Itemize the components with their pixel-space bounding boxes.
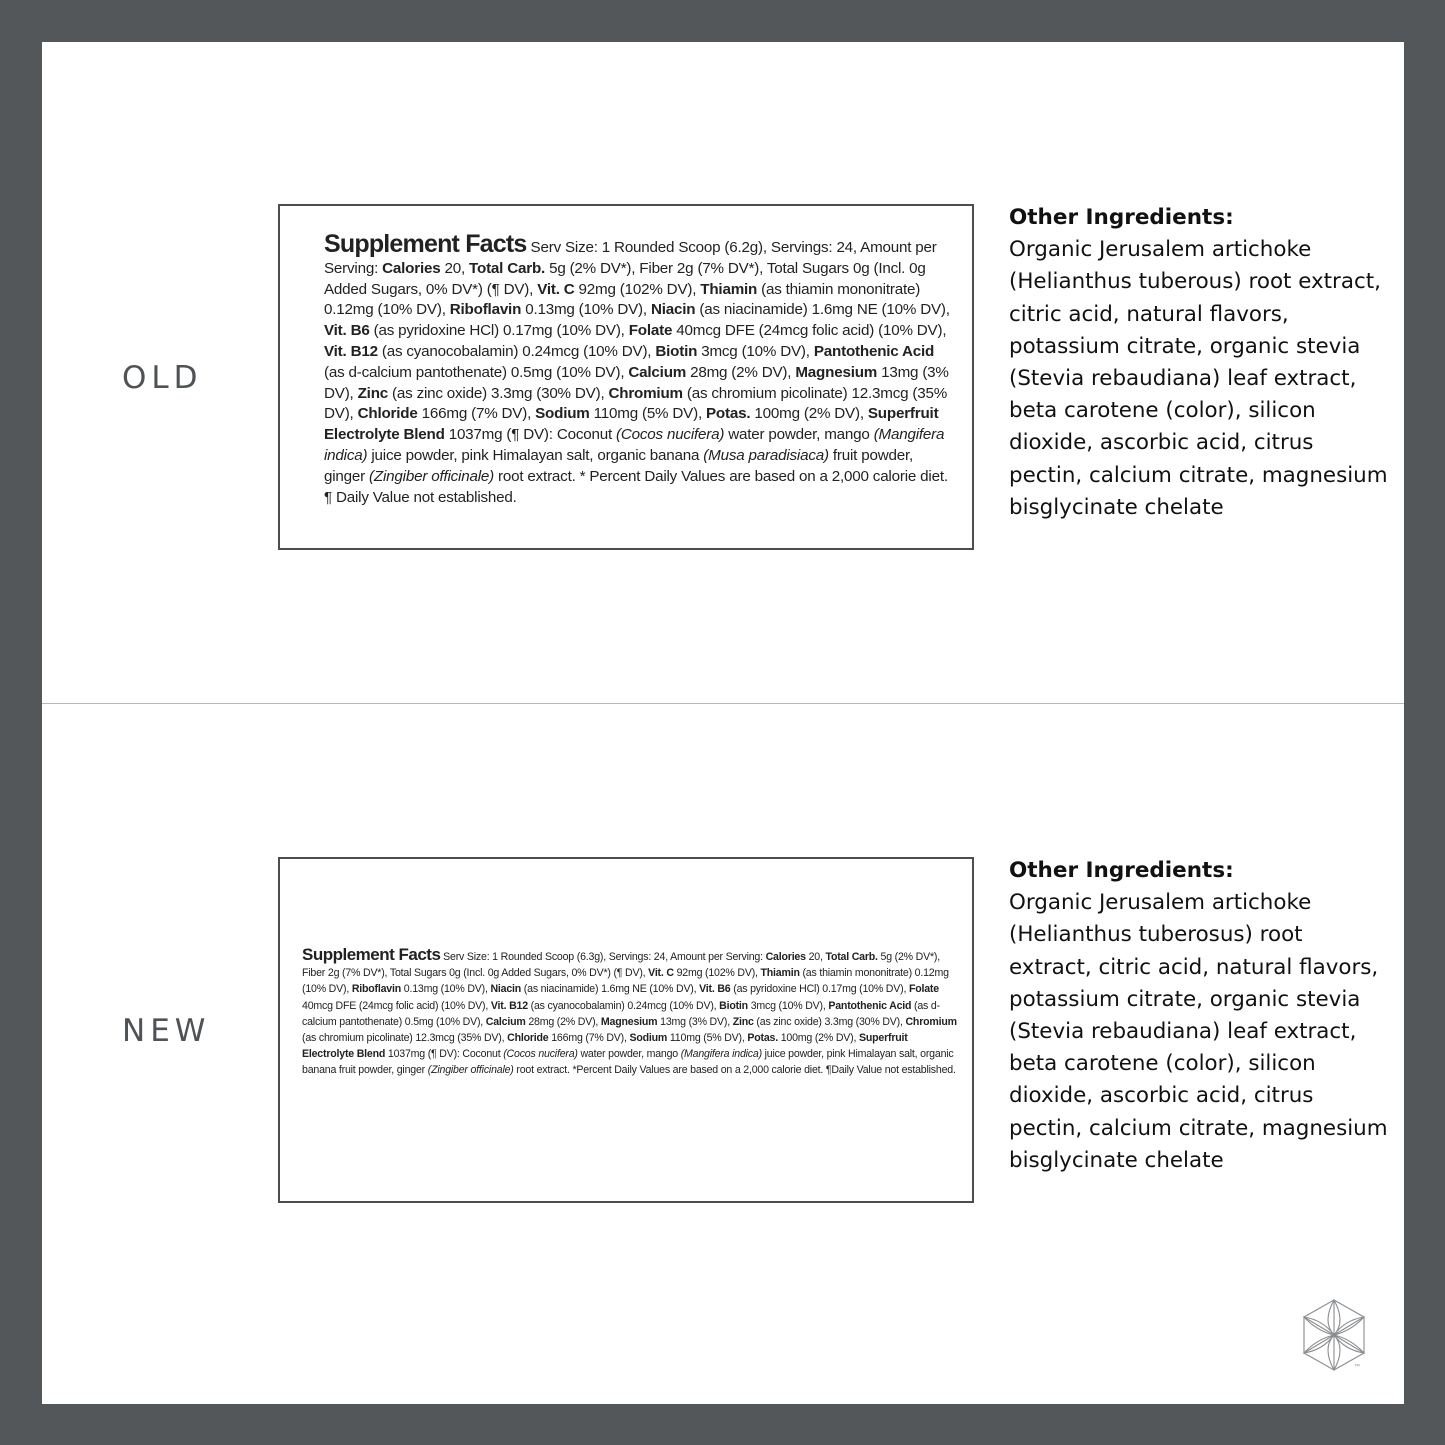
nutrient-name: Zinc: [732, 1015, 754, 1028]
old-supplement-facts-box: [278, 204, 974, 550]
facts-segment: 3mcg (10% DV),: [747, 999, 829, 1012]
facts-segment: 110mg (5% DV),: [589, 405, 706, 423]
botanical-name: (Cocos nucifera): [616, 426, 725, 444]
nutrient-name: Vit. C: [537, 280, 575, 298]
facts-segment: 92mg (102% DV),: [574, 280, 701, 298]
facts-segment: 28mg (2% DV),: [525, 1015, 601, 1028]
nutrient-name: Zinc: [357, 384, 389, 402]
nutrient-name: Sodium: [535, 405, 590, 423]
facts-segment: (as d-calcium pantothenate) 0.5mg (10% DV),: [302, 999, 940, 1028]
new-facts-title: Supplement Facts: [302, 945, 441, 964]
old-label: OLD: [122, 360, 203, 396]
facts-segment: Serv Size: 1 Rounded Scoop (6.3g), Servings: 24, Amount per Serving:: [440, 951, 766, 963]
facts-segment: 110mg (5% DV),: [667, 1032, 748, 1045]
facts-segment: 1037mg (¶ DV): Coconut: [385, 1048, 504, 1061]
facts-segment: (as cyanocobalamin) 0.24mcg (10% DV),: [377, 342, 656, 360]
nutrient-name: Total Carb.: [469, 259, 546, 277]
facts-segment: 28mg (2% DV),: [686, 363, 796, 381]
old-supplement-facts-text: [324, 230, 954, 508]
new-other-ingredients: [1009, 855, 1389, 1177]
facts-segment: juice powder, pink Himalayan salt, organic banana fruit powder, ginger: [302, 1048, 954, 1077]
new-facts-body: [302, 951, 957, 1076]
facts-segment: root extract. *Percent Daily Values are based on a 2,000 calorie diet. ¶Daily Value not established.: [513, 1064, 956, 1077]
new-supplement-facts-box: [278, 857, 974, 1203]
facts-segment: 40mcg DFE (24mcg folic acid) (10% DV),: [302, 999, 491, 1012]
nutrient-name: Thiamin: [700, 280, 758, 298]
facts-segment: (as zinc oxide) 3.3mg (30% DV),: [753, 1015, 906, 1028]
facts-segment: root extract. * Percent Daily Values are based on a 2,000 calorie diet. ¶ Daily Value not established.: [324, 467, 948, 506]
nutrient-name: Calcium: [628, 363, 687, 381]
nutrient-name: Biotin: [719, 999, 748, 1012]
botanical-name: (Mangifera indica): [324, 426, 945, 464]
nutrient-name: Magnesium: [795, 363, 878, 381]
facts-segment: (as niacinamide) 1.6mg NE (10% DV),: [695, 301, 950, 319]
nutrient-name: Calories: [382, 259, 441, 277]
botanical-name: (Cocos nucifera): [503, 1048, 578, 1061]
nutrient-name: Thiamin: [760, 967, 800, 980]
facts-segment: (as chromium picolinate) 12.3mcg (35% DV),: [324, 384, 948, 423]
new-ingredients-text: Organic Jerusalem artichoke (Helianthus tuberosus) root extract, citric acid, natural flavors, potassium citrate, organic stevia (Stevia rebaudiana) leaf extract, beta carotene (color), silicon dioxide, ascorbic acid, citrus pectin, calcium citrate, magnesium bisglycinate chelate: [1009, 890, 1388, 1173]
facts-segment: 0.13mg (10% DV),: [401, 983, 491, 996]
nutrient-name: Superfruit Electrolyte Blend: [302, 1032, 908, 1061]
nutrient-name: Vit. B6: [324, 322, 370, 340]
old-ingredients-heading: Other Ingredients:: [1009, 205, 1234, 230]
botanical-name: (Zingiber officinale): [369, 467, 494, 485]
facts-segment: 13mg (3% DV),: [657, 1015, 733, 1028]
facts-segment: (as pyridoxine HCl) 0.17mg (10% DV),: [730, 983, 909, 996]
facts-segment: 100mg (2% DV),: [750, 405, 868, 423]
facts-segment: (as thiamin mononitrate) 0.12mg (10% DV),: [324, 280, 921, 319]
old-other-ingredients: [1009, 202, 1389, 524]
facts-segment: (as cyanocobalamin) 0.24mcg (10% DV),: [527, 999, 720, 1012]
facts-segment: (as chromium picolinate) 12.3mcg (35% DV),: [302, 1032, 508, 1045]
nutrient-name: Sodium: [629, 1032, 668, 1045]
old-facts-title: Supplement Facts: [324, 230, 527, 258]
facts-segment: 20,: [805, 951, 826, 963]
nutrient-name: Riboflavin: [351, 983, 402, 996]
nutrient-name: Magnesium: [600, 1015, 658, 1028]
facts-segment: 3mcg (10% DV),: [697, 342, 814, 360]
facts-segment: (as d-calcium pantothenate) 0.5mg (10% DV),: [324, 363, 629, 381]
nutrient-name: Chromium: [608, 384, 683, 402]
nutrient-name: Niacin: [650, 301, 696, 319]
facts-segment: (as zinc oxide) 3.3mg (30% DV),: [388, 384, 609, 402]
nutrient-name: Riboflavin: [449, 301, 522, 319]
facts-segment: (as thiamin mononitrate) 0.12mg (10% DV),: [302, 967, 949, 996]
botanical-name: (Mangifera indica): [680, 1048, 762, 1061]
nutrient-name: Vit. B12: [324, 342, 378, 360]
nutrient-name: Chromium: [905, 1015, 957, 1028]
facts-segment: 1037mg (¶ DV): Coconut: [444, 426, 617, 444]
facts-segment: Serv Size: 1 Rounded Scoop (6.2g), Servings: 24, Amount per Serving:: [324, 239, 937, 277]
nutrient-name: Superfruit Electrolyte Blend: [324, 405, 939, 444]
nutrient-name: Vit. B12: [490, 999, 528, 1012]
old-ingredients-text: Organic Jerusalem artichoke (Helianthus tuberous) root extract, citric acid, natural flavors, potassium citrate, organic stevia (Stevia rebaudiana) leaf extract, beta carotene (color), silicon dioxide, ascorbic acid, citrus pectin, calcium citrate, magnesium bisglycinate chelate: [1009, 237, 1388, 520]
facts-segment: (as niacinamide) 1.6mg NE (10% DV),: [521, 983, 700, 996]
facts-segment: water powder, mango: [577, 1048, 681, 1061]
new-supplement-facts-text: [302, 947, 962, 1079]
comparison-card: [42, 42, 1404, 1404]
facts-segment: 0.13mg (10% DV),: [521, 301, 651, 319]
facts-segment: juice powder, pink Himalayan salt, organic banana: [367, 446, 704, 464]
nutrient-name: Chloride: [507, 1032, 549, 1045]
nutrient-name: Chloride: [357, 405, 418, 423]
facts-segment: (as pyridoxine HCl) 0.17mg (10% DV),: [369, 322, 629, 340]
nutrient-name: Calcium: [485, 1015, 526, 1028]
facts-segment: 166mg (7% DV),: [548, 1032, 630, 1045]
nutrient-name: Niacin: [490, 983, 522, 996]
nutrient-name: Total Carb.: [825, 951, 878, 963]
botanical-name: (Musa paradisiaca): [703, 446, 829, 464]
facts-segment: 166mg (7% DV),: [417, 405, 536, 423]
new-ingredients-heading: Other Ingredients:: [1009, 858, 1234, 883]
facts-segment: 100mg (2% DV),: [777, 1032, 859, 1045]
facts-segment: 20,: [440, 259, 470, 277]
nutrient-name: Potas.: [705, 405, 751, 423]
facts-segment: fruit powder, ginger: [324, 446, 913, 485]
nutrient-name: Calories: [765, 951, 806, 963]
facts-segment: 13mg (3% DV),: [324, 363, 949, 402]
nutrient-name: Potas.: [747, 1032, 778, 1045]
trademark-mark: ™: [1354, 1364, 1360, 1370]
new-label: NEW: [122, 1013, 211, 1049]
botanical-name: (Zingiber officinale): [427, 1064, 514, 1077]
facts-segment: water powder, mango: [724, 426, 874, 444]
nutrient-name: Biotin: [655, 342, 698, 360]
nutrient-name: Folate: [908, 983, 939, 996]
nutrient-name: Vit. C: [648, 967, 674, 980]
facts-segment: 92mg (102% DV),: [673, 967, 761, 980]
nutrient-name: Pantothenic Acid: [813, 342, 935, 360]
section-divider: [42, 703, 1404, 704]
facts-segment: 5g (2% DV*), Fiber 2g (7% DV*), Total Sugars 0g (Incl. 0g Added Sugars, 0% DV*) (¶ DV),: [324, 259, 926, 298]
old-facts-body: [324, 239, 950, 506]
facts-segment: 40mcg DFE (24mcg folic acid) (10% DV),: [672, 322, 947, 340]
flower-of-life-icon: [1300, 1298, 1368, 1376]
facts-segment: 5g (2% DV*), Fiber 2g (7% DV*), Total Sugars 0g (Incl. 0g Added Sugars, 0% DV*) (¶ DV),: [302, 951, 940, 980]
nutrient-name: Vit. B6: [699, 983, 731, 996]
nutrient-name: Folate: [628, 322, 673, 340]
nutrient-name: Pantothenic Acid: [828, 999, 912, 1012]
